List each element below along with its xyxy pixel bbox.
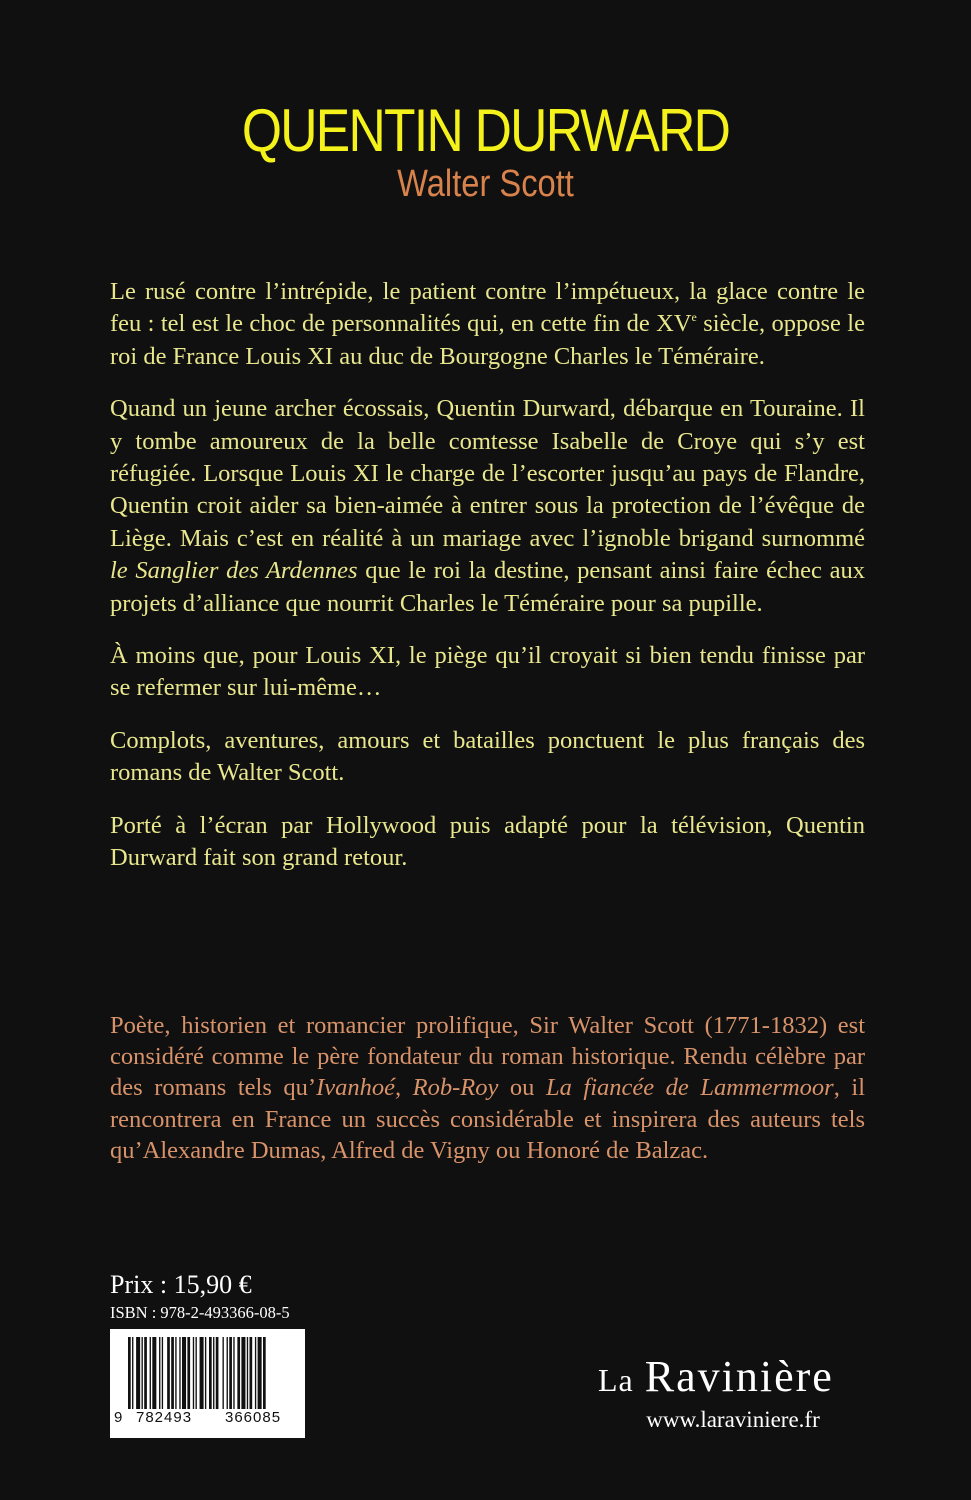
barcode-bar	[193, 1337, 194, 1409]
barcode-bar	[255, 1337, 256, 1409]
barcode-bar	[171, 1337, 174, 1409]
barcode-bar	[196, 1337, 197, 1409]
barcode-bar	[136, 1337, 140, 1409]
price: Prix : 15,90 €	[110, 1270, 252, 1299]
barcode-bar	[142, 1337, 143, 1409]
barcode-bar	[223, 1337, 224, 1409]
barcode-bar	[227, 1337, 228, 1409]
barcode-bar	[182, 1337, 186, 1409]
blurb-paragraph-2: Quand un jeune archer écossais, Quentin Durward, débarque en Touraine. Il y tombe amoureux de la belle comtesse Isabelle de Croye qui s’y est réfugiée. Lorsque Louis XI le charge de l’escorter jusqu’au pays de Flandre, Quentin croit aider sa bien-aimée à entrer sous la protection de l’évêque de Liège. Mais c’est en réalité à un mariage avec l’ignoble brigand surnommé le Sanglier des Ardennes que le roi la destine, pensant ainsi faire échec aux projets d’alliance que nourrit Charles le Téméraire pour sa pupille.	[110, 395, 865, 617]
barcode-bar	[263, 1337, 266, 1409]
nickname-italic: le Sanglier des Ardennes	[110, 557, 358, 585]
barcode-bar	[200, 1337, 204, 1409]
blurb-paragraph-4: Complots, aventures, amours et batailles ponctuent le plus français des romans de Walter Scott.	[110, 726, 865, 787]
barcode-right-digits: 366085	[225, 1409, 282, 1426]
barcode-bar	[167, 1337, 170, 1409]
barcode-bar	[258, 1337, 262, 1409]
barcode-bar	[250, 1337, 253, 1409]
blurb	[110, 276, 865, 895]
barcode-bar	[213, 1337, 214, 1409]
book-author: Walter Scott	[397, 163, 574, 205]
publisher-name: Ravinière	[644, 1352, 834, 1401]
barcode-bar	[159, 1337, 160, 1409]
barcode-bar	[128, 1337, 131, 1409]
barcode-bar	[229, 1337, 232, 1409]
barcode-bar	[144, 1337, 147, 1409]
barcode-bar	[241, 1337, 245, 1409]
barcode-bar	[247, 1337, 248, 1409]
barcode-bar	[237, 1337, 240, 1409]
barcode-bar	[187, 1337, 190, 1409]
author-bio: Poète, historien et romancier prolifique, Sir Walter Scott (1771-1832) est considéré comme le père fondateur du roman historique. Rendu célèbre par des romans tels qu’Ivanhoé, Rob-Roy ou La fiancée de Lammermoor, il rencontrera en France un succès considérable et inspirera des auteurs tels qu’Alexandre Dumas, Alfred de Vigny ou Honoré de Balzac.	[110, 1012, 866, 1164]
century-superscript: e	[691, 310, 697, 325]
barcode-bar	[162, 1337, 163, 1409]
blurb-paragraph-5: Porté à l’écran par Hollywood puis adapté pour la télévision, Quentin Durward fait son grand retour.	[110, 811, 865, 872]
publisher-la: La	[598, 1362, 634, 1398]
barcode-bar	[175, 1337, 176, 1409]
bio-title-2: La fiancée de Lammermoor	[545, 1074, 834, 1102]
barcode-bar	[205, 1337, 206, 1409]
isbn: ISBN : 978-2-493366-08-5	[110, 1303, 290, 1322]
barcode-bar	[216, 1337, 219, 1409]
blurb-paragraph-1: Le rusé contre l’intrépide, le patient contre l’impétueux, la glace contre le feu : tel est le choc de personnalités qui, en cette fin de XVe siècle, oppose le roi de France Louis XI au duc de Bourgogne Charles le Téméraire.	[110, 278, 865, 370]
book-title: QUENTIN DURWARD	[241, 97, 730, 164]
publisher-website: www.laraviniere.fr	[646, 1407, 820, 1432]
barcode-first-digit: 9	[114, 1409, 123, 1426]
publisher-logo	[598, 1351, 868, 1406]
barcode-bar	[132, 1337, 133, 1409]
barcode-bar	[209, 1337, 212, 1409]
barcode-bar	[152, 1337, 156, 1409]
barcode-bar	[233, 1337, 234, 1409]
blurb-paragraph-3: À moins que, pour Louis XI, le piège qu’il croyait si bien tendu finisse par se refermer sur lui-même…	[110, 642, 865, 702]
barcode-bar	[150, 1337, 151, 1409]
barcode-bar	[179, 1337, 180, 1409]
bio-title-1: Ivanhoé, Rob-Roy	[316, 1074, 499, 1102]
barcode-left-digits: 782493	[136, 1409, 193, 1426]
barcode	[110, 1329, 305, 1438]
